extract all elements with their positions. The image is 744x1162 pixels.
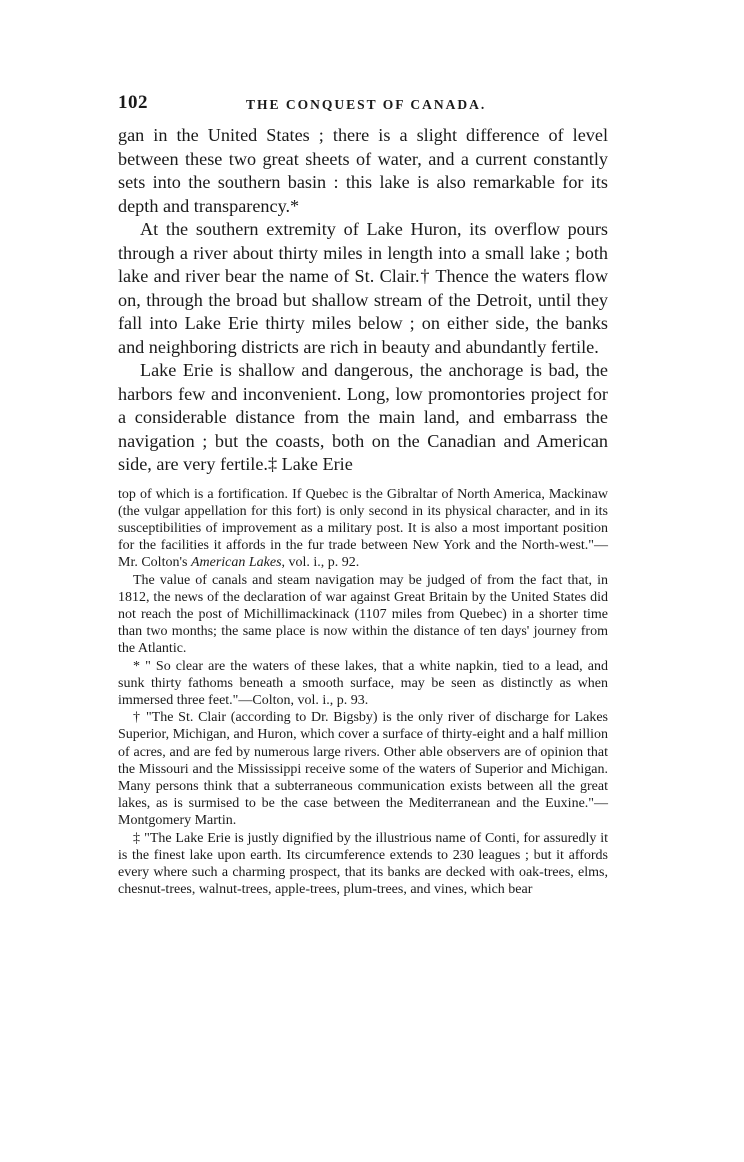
footnotes [118,486,608,899]
footnote-continued [118,486,608,572]
footnote-continued-tail: , vol. i., p. 92. [281,555,360,571]
footnote-book-title: American Lakes [190,555,282,571]
footnote-asterisk: * " So clear are the waters of these lakes, that a white napkin, tied to a lead, and sunk thirty fathoms beneath a smooth surface, may be seen as distinctly as when immersed three feet."—Colton, vol. i., p. 93. [118,658,608,708]
paragraph-3: Lake Erie is shallow and dangerous, the anchorage is bad, the harbors few and inconvenient. Long, low promontories project for a considerable distance from the main land, and embarrass the navigation ; but the coasts, both on the Canadian and American side, are very fertile.‡ Lake Erie [118,360,608,474]
page-number: 102 [118,92,148,113]
footnote-continued-text: top of which is a fortification. If Quebec is the Gibraltar of North America, Mackinaw (the vulgar appellation for this fort) is only second in its physical character, and in its susceptibilities of improvement as a military post. It is also a most important position for the facilities it affords in the fur trade between New York and the North-west."—Mr. Colton's [118,486,608,571]
footnote-double-dagger: ‡ "The Lake Erie is justly dignified by the illustrious name of Conti, for assuredly it is the finest lake upon earth. Its circumference extends to 230 leagues ; but it affords every where such a charming prospect, that its banks are decked with oak-trees, elms, chesnut-trees, walnut-trees, apple-trees, plum-trees, and vines, which bear [118,830,608,898]
footnote-canals: The value of canals and steam navigation may be judged of from the fact that, in 1812, the news of the declaration of war against Great Britain by the United States did not reach the post of Michillimackinack (1107 miles from Quebec) in a shorter time than two months; the same place is now within the distance of ten days' journey from the Atlantic. [118,572,608,657]
running-head: THE CONQUEST OF CANADA. [246,97,487,112]
main-text [118,124,608,477]
paragraph-2: At the southern extremity of Lake Huron, its overflow pours through a river about thirty miles in length into a small lake ; both lake and river bear the name of St. Clair.† Thence the waters flow on, through the broad but shallow stream of the Detroit, until they fall into Lake Erie thirty miles below ; on either side, the banks and neighboring districts are rich in beauty and abundantly fertile. [118,219,608,357]
paragraph-1: gan in the United States ; there is a slight difference of level between these two great sheets of water, and a current constantly sets into the southern basin : this lake is also remarkable for its depth and transparency.* [118,125,608,216]
footnote-dagger: † "The St. Clair (according to Dr. Bigsby) is the only river of discharge for Lakes Superior, Michigan, and Huron, which cover a surface of thirty-eight and a half million of acres, and are fed by numerous large rivers. Other able observers are of opinion that the Missouri and the Mississippi receive some of the waters of Superior and Michigan. Many persons think that a subterraneous communication exists between all the great lakes, as is surmised to be the case between the Mediterranean and the Euxine."—Montgomery Martin. [118,710,608,829]
page-header [118,92,608,122]
book-page [118,92,608,898]
